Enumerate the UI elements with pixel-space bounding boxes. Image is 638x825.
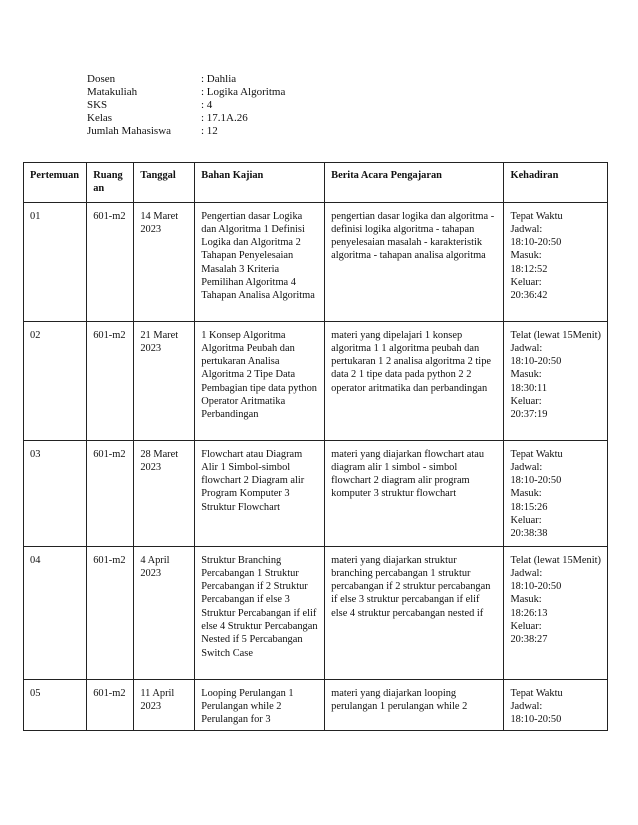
cell-pertemuan: 03: [24, 440, 87, 546]
check-out-time: 20:38:38: [510, 528, 548, 540]
schedule-time: 18:10-20:50: [510, 714, 562, 726]
check-out-time: 20:37:19: [510, 409, 548, 421]
check-in-label: Masuk:: [510, 369, 542, 381]
header-kehadiran: Kehadiran: [504, 163, 608, 203]
attendance-status: Telat (lewat 15Menit): [510, 329, 601, 341]
check-in-label: Masuk:: [510, 488, 542, 500]
info-row-dosen: [87, 73, 285, 86]
table-row: [24, 440, 608, 546]
schedule-time: 18:10-20:50: [510, 581, 562, 593]
info-row-jumlah-mahasiswa: [87, 125, 285, 138]
cell-tanggal: 11 April 2023: [134, 679, 195, 731]
header-bahan-kajian: Bahan Kajian: [195, 163, 325, 203]
cell-bahan-kajian: Struktur Branching Percabangan 1 Struktur Percabangan if 2 Struktur Percabangan if else 3 Struktur Percabangan if elif else 4 Struktur Percabangan Nested if 5 Percabangan Switch Case: [195, 546, 325, 679]
info-label: Dosen: [87, 73, 116, 85]
info-row-kelas: [87, 112, 285, 125]
info-label: Kelas: [87, 112, 113, 124]
info-value: : Dahlia: [201, 73, 237, 85]
cell-tanggal: 4 April 2023: [134, 546, 195, 679]
attendance-status: Tepat Waktu: [510, 687, 563, 699]
check-out-label: Keluar:: [510, 621, 542, 633]
table-header-row: [24, 163, 608, 203]
table-row: [24, 679, 608, 731]
cell-berita-acara: materi yang diajarkan struktur branching percabangan 1 struktur percabangan if 2 struktur percabangan if else 3 struktur percabangan if elif else 4 struktur percabangan nested if: [325, 546, 504, 679]
cell-pertemuan: 02: [24, 321, 87, 440]
info-value: : 12: [201, 125, 218, 137]
cell-pertemuan: 04: [24, 546, 87, 679]
cell-bahan-kajian: 1 Konsep Algoritma Algoritma Peubah dan pertukaran Analisa Algoritma 2 Tipe Data Pembagian tipe data python Operator Aritmatika Perbandingan: [195, 321, 325, 440]
cell-ruangan: 601-m2: [87, 440, 134, 546]
cell-berita-acara: materi yang diajarkan flowchart atau diagram alir 1 simbol - simbol flowchart 2 diagram alir program komputer 3 struktur flowchart: [325, 440, 504, 546]
schedule-label: Jadwal:: [510, 567, 543, 579]
table-row: [24, 321, 608, 440]
info-row-sks: [87, 99, 285, 112]
cell-ruangan: 601-m2: [87, 202, 134, 321]
check-out-label: Keluar:: [510, 396, 542, 408]
check-in-time: 18:26:13: [510, 607, 548, 619]
cell-berita-acara: materi yang diajarkan looping perulangan 1 perulangan while 2: [325, 679, 504, 731]
cell-pertemuan: 05: [24, 679, 87, 731]
check-in-time: 18:15:26: [510, 501, 548, 513]
table-row: [24, 546, 608, 679]
header-pertemuan: Pertemuan: [24, 163, 87, 203]
cell-berita-acara: materi yang dipelajari 1 konsep algoritma 1 1 algoritma peubah dan pertukaran 1 2 analisa algoritma 2 tipe data 2 1 tipe data pada python 2 2 operator aritmatika dan perbandingan: [325, 321, 504, 440]
cell-kehadiran: [504, 440, 608, 546]
header-berita-acara: Berita Acara Pengajaran: [325, 163, 504, 203]
cell-berita-acara: pengertian dasar logika dan algoritma - definisi logika algoritma - tahapan penyelesaian masalah - karakteristik algoritma - tahapan analisa algoritma: [325, 202, 504, 321]
check-out-time: 20:36:42: [510, 290, 548, 302]
info-value: : 17.1A.26: [201, 112, 248, 124]
schedule-label: Jadwal:: [510, 223, 543, 235]
check-out-time: 20:38:27: [510, 634, 548, 646]
table-row: [24, 202, 608, 321]
schedule-time: 18:10-20:50: [510, 237, 562, 249]
info-label: Matakuliah: [87, 86, 138, 98]
cell-bahan-kajian: Pengertian dasar Logika dan Algoritma 1 Definisi Logika dan Algoritma 2 Tahapan Penyelesaian Masalah 3 Kriteria Pemilihan Algoritma 4 Tahapan Analisa Algoritma: [195, 202, 325, 321]
check-in-label: Masuk:: [510, 594, 542, 606]
header-ruangan: Ruangan: [87, 163, 134, 203]
check-in-time: 18:12:52: [510, 263, 548, 275]
cell-kehadiran: [504, 546, 608, 679]
info-row-matakuliah: [87, 86, 285, 99]
info-value: : 4: [201, 99, 213, 111]
cell-ruangan: 601-m2: [87, 321, 134, 440]
cell-tanggal: 28 Maret 2023: [134, 440, 195, 546]
check-in-time: 18:30:11: [510, 382, 548, 394]
attendance-status: Telat (lewat 15Menit): [510, 554, 601, 566]
cell-tanggal: 14 Maret 2023: [134, 202, 195, 321]
cell-bahan-kajian: Looping Perulangan 1 Perulangan while 2 Perulangan for 3: [195, 679, 325, 731]
cell-tanggal: 21 Maret 2023: [134, 321, 195, 440]
info-label: SKS: [87, 99, 108, 111]
schedule-time: 18:10-20:50: [510, 356, 562, 368]
schedule-label: Jadwal:: [510, 700, 543, 712]
cell-ruangan: 601-m2: [87, 546, 134, 679]
schedule-label: Jadwal:: [510, 342, 543, 354]
attendance-table: [23, 162, 608, 731]
cell-ruangan: 601-m2: [87, 679, 134, 731]
check-out-label: Keluar:: [510, 515, 542, 527]
cell-kehadiran: [504, 202, 608, 321]
info-label: Jumlah Mahasiswa: [87, 125, 172, 137]
info-value: : Logika Algoritma: [201, 86, 286, 98]
check-out-label: Keluar:: [510, 277, 542, 289]
attendance-status: Tepat Waktu: [510, 210, 563, 222]
cell-pertemuan: 01: [24, 202, 87, 321]
course-info: [87, 73, 285, 138]
schedule-label: Jadwal:: [510, 461, 543, 473]
header-tanggal: Tanggal: [134, 163, 195, 203]
schedule-time: 18:10-20:50: [510, 475, 562, 487]
cell-bahan-kajian: Flowchart atau Diagram Alir 1 Simbol-simbol flowchart 2 Diagram alir Program Komputer 3 Struktur Flowchart: [195, 440, 325, 546]
attendance-status: Tepat Waktu: [510, 448, 563, 460]
check-in-label: Masuk:: [510, 250, 542, 262]
cell-kehadiran: [504, 321, 608, 440]
cell-kehadiran: [504, 679, 608, 731]
